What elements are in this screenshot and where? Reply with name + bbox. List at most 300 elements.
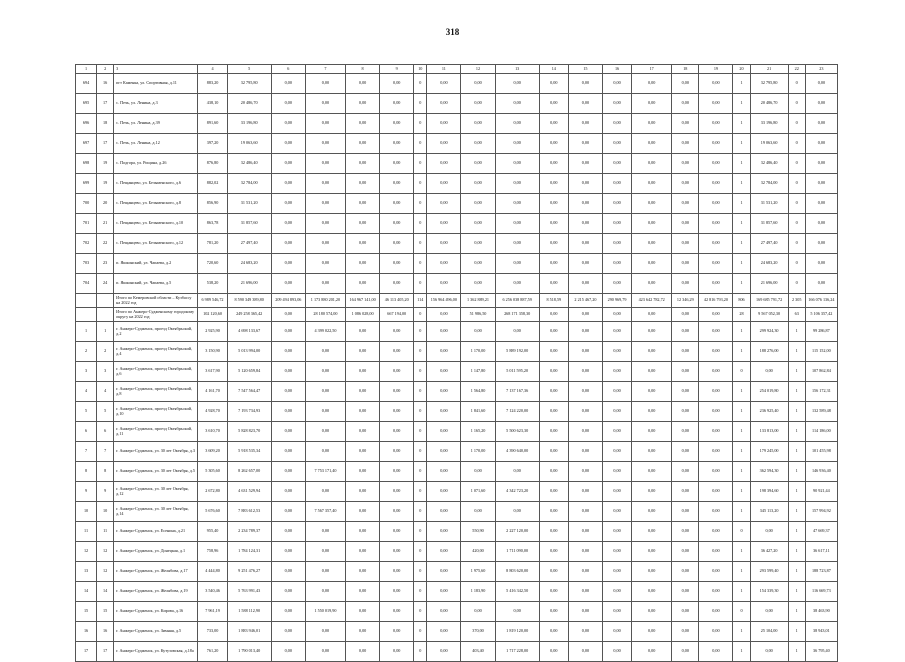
table-cell: 0,00 (380, 174, 414, 194)
table-cell: 36 427,20 (750, 542, 788, 562)
table-cell: 7 567 357,40 (305, 502, 345, 522)
table-row (76, 174, 838, 194)
table-cell: 0 (414, 154, 427, 174)
table-cell: 0,00 (346, 522, 380, 542)
table-cell: 8 590 349 389,80 (227, 294, 271, 308)
table-cell: 0,00 (380, 442, 414, 462)
table-cell: 0,00 (539, 582, 568, 602)
table-cell: 1 (788, 562, 805, 582)
table-cell: 1 (76, 322, 97, 342)
table-cell: 667 194,00 (380, 308, 414, 322)
table-row (76, 462, 838, 482)
address-cell: г. Анжеро-Судженск, проезд Октябрьский, д.6 (114, 362, 198, 382)
table-cell: 268 171 358,30 (495, 308, 539, 322)
table-cell: 17 (97, 642, 114, 662)
table-cell: 0,00 (672, 602, 699, 622)
table-cell: 0,00 (805, 94, 837, 114)
table-cell: 0,00 (427, 522, 461, 542)
table-cell: 1 (733, 114, 750, 134)
table-cell: 0,00 (427, 422, 461, 442)
table-cell: 0,00 (271, 562, 305, 582)
table-cell: 0,00 (699, 134, 733, 154)
table-cell: 694 (76, 74, 97, 94)
table-cell: 0,00 (602, 442, 631, 462)
table-cell: 2 925,90 (198, 322, 227, 342)
table-cell: 46 113 405,20 (380, 294, 414, 308)
table-cell: 702 (76, 234, 97, 254)
table-cell: 0,00 (305, 582, 345, 602)
table-cell: 19 (97, 174, 114, 194)
table-cell: 0,00 (271, 642, 305, 662)
table-cell: 0,00 (632, 402, 672, 422)
table-cell: 24 683,20 (750, 254, 788, 274)
table-cell: 0,00 (305, 154, 345, 174)
address-cell: Итого по Анжеро-Судженскому городскому округу на 2022 год (114, 308, 198, 322)
table-cell: 0,00 (346, 582, 380, 602)
table-cell: 0,00 (632, 94, 672, 114)
table-cell: 1 362 889,21 (461, 294, 495, 308)
table-cell: 4 399 022,50 (305, 322, 345, 342)
total-row-city (76, 308, 838, 322)
table-cell: 4 161,70 (198, 382, 227, 402)
table-cell: 0,00 (427, 74, 461, 94)
table-cell: 0,00 (632, 174, 672, 194)
table-cell: 31 857,60 (227, 214, 271, 234)
table-cell: 6 (271, 65, 305, 74)
table-cell: 0,00 (427, 482, 461, 502)
table-cell: 0,00 (602, 74, 631, 94)
table-cell: 0,00 (305, 134, 345, 154)
table-cell: 5 918 535,34 (227, 442, 271, 462)
table-cell: 0,00 (539, 322, 568, 342)
table-cell: 0,00 (699, 214, 733, 234)
table-cell: 370,00 (461, 622, 495, 642)
table-cell: 0,00 (672, 642, 699, 662)
table-cell: 0,00 (305, 74, 345, 94)
table-cell: 0,00 (699, 274, 733, 294)
table-cell: 0,00 (271, 342, 305, 362)
table-cell: 0,00 (461, 274, 495, 294)
table-cell: 0,00 (568, 174, 602, 194)
table-cell: 0,00 (568, 134, 602, 154)
table-cell: 0,00 (271, 154, 305, 174)
table-cell: 7 124 220,00 (495, 402, 539, 422)
table-cell: 0,00 (346, 274, 380, 294)
table-cell: 7 (305, 65, 345, 74)
table-cell: 0,00 (699, 254, 733, 274)
table-row (76, 582, 838, 602)
table-cell: 0,00 (568, 422, 602, 442)
table-cell: 4 390 640,00 (495, 442, 539, 462)
table-cell: 6 256 038 887,59 (495, 294, 539, 308)
table-cell: 116 669,73 (805, 582, 837, 602)
table-cell: 0,00 (602, 462, 631, 482)
table-cell: 0,00 (427, 194, 461, 214)
table-cell: 2 305 (788, 294, 805, 308)
table-cell: 733,00 (198, 622, 227, 642)
table-cell: 0,00 (539, 422, 568, 442)
table-cell: 1 (97, 322, 114, 342)
table-cell: 198 394,60 (750, 482, 788, 502)
table-cell: 1 (733, 254, 750, 274)
table-cell: 0,00 (568, 602, 602, 622)
table-cell: 0,00 (672, 382, 699, 402)
table-cell: 17 (97, 94, 114, 114)
table-cell: 0,00 (539, 622, 568, 642)
table-cell: 21 (750, 65, 788, 74)
table-cell: 9 (76, 482, 97, 502)
table-cell: 0,00 (305, 442, 345, 462)
table-cell: 697 (76, 134, 97, 154)
table-cell: 0,00 (495, 322, 539, 342)
table-cell: 24 (97, 274, 114, 294)
table-cell: 32 784,00 (227, 174, 271, 194)
table-cell: 0,00 (539, 382, 568, 402)
table-cell: 758,96 (198, 542, 227, 562)
table-cell: 0,00 (539, 542, 568, 562)
table-cell: 0,00 (346, 254, 380, 274)
table-cell: 1 147,80 (461, 362, 495, 382)
table-cell: 23 (97, 254, 114, 274)
table-cell: 0,00 (672, 94, 699, 114)
table-cell: 3 610,70 (198, 422, 227, 442)
table-cell: 22 (97, 234, 114, 254)
table-cell: 8 (97, 462, 114, 482)
address-cell: п. Яшкинский, ул. Чапаева, д.2 (114, 254, 198, 274)
table-cell: 0,00 (427, 622, 461, 642)
table-cell: 0,00 (427, 362, 461, 382)
table-cell: 0,00 (305, 234, 345, 254)
table-cell: 5 (97, 402, 114, 422)
table-cell: 1 (733, 154, 750, 174)
table-cell: 0,00 (672, 254, 699, 274)
table-cell: 0,00 (427, 562, 461, 582)
table-cell: 8 518,59 (539, 294, 568, 308)
table-cell: 36 617,11 (805, 542, 837, 562)
table-cell: 0,00 (672, 542, 699, 562)
table-cell: 0,00 (632, 502, 672, 522)
table-cell: 0,00 (539, 642, 568, 662)
table-cell: 0,00 (632, 322, 672, 342)
table-cell: 27 497,40 (750, 234, 788, 254)
table-cell: 0,00 (495, 154, 539, 174)
table-body (76, 65, 838, 662)
table-cell: 1 (733, 214, 750, 234)
table-cell: 51 986,50 (461, 308, 495, 322)
table-cell: 17 (632, 65, 672, 74)
table-cell: 856,90 (198, 194, 227, 214)
table-cell: 0,00 (461, 74, 495, 94)
table-cell: 0,00 (632, 462, 672, 482)
address-cell: г. Анжеро-Судженск, ул. 30 лет Октября, д.14 (114, 502, 198, 522)
table-cell: 5 013 994,00 (227, 342, 271, 362)
table-cell: 0,00 (602, 502, 631, 522)
table-cell: 0 (414, 442, 427, 462)
table-cell: 0,00 (461, 502, 495, 522)
table-cell: 0 (414, 174, 427, 194)
table-cell: 28 (733, 308, 750, 322)
table-cell: 761,20 (198, 642, 227, 662)
table-cell: 0,00 (271, 134, 305, 154)
table-cell: 236 925,40 (750, 402, 788, 422)
table-cell: 19 063,60 (750, 134, 788, 154)
table-cell: 0,00 (495, 234, 539, 254)
table-cell: 21 696,00 (750, 274, 788, 294)
table-cell: 0,00 (380, 502, 414, 522)
table-cell: 31 531,20 (750, 194, 788, 214)
table-cell: 0,00 (427, 254, 461, 274)
table-cell: 0,00 (602, 214, 631, 234)
table-cell: 1 086 028,00 (346, 308, 380, 322)
table-cell: 15 (76, 602, 97, 622)
table-cell: 720,60 (198, 254, 227, 274)
table-cell: 0,00 (699, 94, 733, 114)
table-cell: 0 (414, 602, 427, 622)
table-cell: 696 (76, 114, 97, 134)
table-cell: 1 (733, 382, 750, 402)
table-cell: 0,00 (380, 362, 414, 382)
table-cell: 31 531,20 (227, 194, 271, 214)
table-cell: 0 (414, 542, 427, 562)
table-cell (97, 308, 114, 322)
table-cell: 0,00 (750, 602, 788, 622)
column-number-row (76, 65, 838, 74)
table-cell: 1 550 019,90 (305, 602, 345, 622)
table-cell: 4 698 133,67 (227, 322, 271, 342)
table-cell: 538,20 (198, 274, 227, 294)
table-cell: 0,00 (346, 322, 380, 342)
table-cell: 0,00 (568, 114, 602, 134)
table-cell: 7 753 171,40 (305, 462, 345, 482)
table-cell: 133 813,00 (750, 422, 788, 442)
table-cell: 2 (76, 342, 97, 362)
table-cell: 0,00 (699, 234, 733, 254)
table-cell: 0,00 (271, 274, 305, 294)
table-cell: 132 589,48 (805, 402, 837, 422)
table-cell (76, 294, 97, 308)
table-cell: 0,00 (699, 642, 733, 662)
table-cell: 36 795,40 (805, 642, 837, 662)
table-cell: 0,00 (568, 482, 602, 502)
address-cell: с. Печь, ул. Ленина, д.39 (114, 114, 198, 134)
table-cell: 9 (97, 482, 114, 502)
table-cell: 0 (414, 502, 427, 522)
table-cell: 0,00 (672, 562, 699, 582)
table-cell: 0,00 (539, 214, 568, 234)
table-cell: 1 (733, 442, 750, 462)
address-cell: 3 (114, 65, 198, 74)
table-cell: 0,00 (271, 322, 305, 342)
table-cell: 20 486,70 (227, 94, 271, 114)
table-cell: 1 (733, 642, 750, 662)
table-cell: 1 841,60 (461, 402, 495, 422)
table-cell: 17 (97, 134, 114, 154)
table-cell: 179 245,00 (750, 442, 788, 462)
table-cell: 5 500 623,30 (495, 422, 539, 442)
table-cell: 0,00 (568, 442, 602, 462)
table-cell: 701 (76, 214, 97, 234)
table-cell: 1 (733, 562, 750, 582)
table-cell: 0,00 (568, 382, 602, 402)
table-cell: 0,00 (672, 114, 699, 134)
table-cell: 0,00 (805, 134, 837, 154)
table-cell: 21 (97, 214, 114, 234)
table-cell: 0 (733, 602, 750, 622)
table-cell: 5 (227, 65, 271, 74)
table-cell: 0,00 (568, 342, 602, 362)
table-cell: 0,00 (632, 562, 672, 582)
table-cell: 0,00 (380, 274, 414, 294)
table-cell: 3 (76, 362, 97, 382)
table-cell: 19 (699, 65, 733, 74)
table-cell: 0,00 (568, 362, 602, 382)
table-cell: 0,00 (271, 462, 305, 482)
table-cell: 0,00 (632, 194, 672, 214)
table-cell: 0,00 (271, 502, 305, 522)
table-cell: 0 (414, 194, 427, 214)
table-cell: 0,00 (699, 582, 733, 602)
table-cell: 0,00 (305, 114, 345, 134)
table-cell: 1 (733, 342, 750, 362)
table-cell: 1 588 112,90 (227, 602, 271, 622)
table-cell: 8 (76, 462, 97, 482)
table-cell: 0,00 (305, 254, 345, 274)
table-cell: 0,00 (602, 322, 631, 342)
table-cell: 0,00 (346, 642, 380, 662)
table-cell: 0,00 (380, 254, 414, 274)
table-cell: 4 (198, 65, 227, 74)
table-cell: 0,00 (602, 342, 631, 362)
table-cell: 3 (97, 362, 114, 382)
table-cell: 0,00 (568, 502, 602, 522)
table-cell: 0,00 (271, 174, 305, 194)
table-cell: 0,00 (632, 308, 672, 322)
table-cell: 0,00 (305, 342, 345, 362)
table-cell: 0,00 (602, 402, 631, 422)
table-cell: 0,00 (346, 542, 380, 562)
table-cell: 0,00 (750, 642, 788, 662)
table-cell: 0,00 (602, 422, 631, 442)
table-cell: 0,00 (427, 382, 461, 402)
table-cell: 1 (733, 194, 750, 214)
table-cell: 5 763 991,43 (227, 582, 271, 602)
table-cell: 0,00 (632, 154, 672, 174)
table-cell: 5 (76, 402, 97, 422)
table-cell: 0,00 (346, 462, 380, 482)
address-cell: г. Анжеро-Судженск, проезд Октябрьский, д.10 (114, 402, 198, 422)
table-cell: 0,00 (346, 482, 380, 502)
table-cell: 1 (733, 234, 750, 254)
table-cell: 154 339,30 (750, 582, 788, 602)
table-cell: 0 (414, 274, 427, 294)
table-cell: 0,00 (495, 94, 539, 114)
table-cell: 420,00 (461, 542, 495, 562)
table-row (76, 542, 838, 562)
table-cell: 0,00 (305, 362, 345, 382)
table-cell: 0,00 (427, 114, 461, 134)
table-cell: 0,00 (602, 382, 631, 402)
table-cell: 31 857,60 (750, 214, 788, 234)
table-cell: 0,00 (380, 462, 414, 482)
table-cell: 0,00 (346, 214, 380, 234)
table-cell: 20 486,70 (750, 94, 788, 114)
table-cell: 0,00 (539, 522, 568, 542)
table-cell: 0,00 (427, 462, 461, 482)
table-cell: 0,00 (305, 542, 345, 562)
table-cell: 4 631 529,94 (227, 482, 271, 502)
table-cell: 0,00 (672, 322, 699, 342)
table-cell: 1 790 013,40 (227, 642, 271, 662)
table-cell: 0,00 (568, 402, 602, 422)
table-cell: 90 921,44 (805, 482, 837, 502)
table-cell: 0 (414, 402, 427, 422)
table-row (76, 274, 838, 294)
table-cell: 11 (97, 522, 114, 542)
table-cell: 0 (788, 194, 805, 214)
table-cell: 0 (414, 642, 427, 662)
table-cell: 1 (733, 582, 750, 602)
table-cell: 1 (788, 362, 805, 382)
table-cell: 0 (414, 582, 427, 602)
table-cell: 16 (97, 74, 114, 94)
table-cell: 863,78 (198, 214, 227, 234)
table-cell: 0,00 (632, 422, 672, 442)
address-cell: г. Анжеро-Судженск, ул. 30 лет Октября, д.3 (114, 442, 198, 462)
table-row (76, 342, 838, 362)
table-cell: 164 967 141,00 (346, 294, 380, 308)
table-cell: 0,00 (271, 74, 305, 94)
table-cell: 0,00 (539, 442, 568, 462)
table-cell: 1 883 946,01 (227, 622, 271, 642)
table-cell: 0,00 (699, 154, 733, 174)
table-cell: 1 (733, 462, 750, 482)
table-cell: 10 (76, 502, 97, 522)
table-cell: 102 120,60 (198, 308, 227, 322)
table-cell: 0,00 (602, 482, 631, 502)
table-cell: 0,00 (427, 94, 461, 114)
table-cell: 1 (788, 322, 805, 342)
table-cell: 0,00 (539, 308, 568, 322)
table-cell: 25 104,00 (750, 622, 788, 642)
table-cell: 6 (97, 422, 114, 442)
table-row (76, 622, 838, 642)
table-cell: 16 (97, 622, 114, 642)
table-cell: 0 (788, 94, 805, 114)
table-cell: 2 227 120,00 (495, 522, 539, 542)
table-cell: 14 (97, 582, 114, 602)
table-cell: 0,00 (602, 134, 631, 154)
table-cell: 0,00 (461, 114, 495, 134)
address-cell: г. Анжеро-Судженск, ул. Кирова, д.16 (114, 602, 198, 622)
table-cell: 166 076 136,24 (805, 294, 837, 308)
table-cell: 0,00 (380, 522, 414, 542)
register-table (75, 64, 838, 662)
table-cell: 0,00 (346, 442, 380, 462)
table-cell: 0,00 (305, 402, 345, 422)
table-cell: 99 286,87 (805, 322, 837, 342)
table-cell: 0,00 (632, 542, 672, 562)
table-cell: 33 196,80 (750, 114, 788, 134)
table-cell: 0,00 (271, 254, 305, 274)
table-cell: 114 (414, 294, 427, 308)
table-cell: 362 594,30 (750, 462, 788, 482)
table-cell: 0,00 (568, 582, 602, 602)
table-cell: 0,00 (805, 254, 837, 274)
table-cell: 254 019,80 (750, 382, 788, 402)
table-cell: 249 258 365,42 (227, 308, 271, 322)
table-cell: 0,00 (699, 542, 733, 562)
table-cell: 9 (380, 65, 414, 74)
